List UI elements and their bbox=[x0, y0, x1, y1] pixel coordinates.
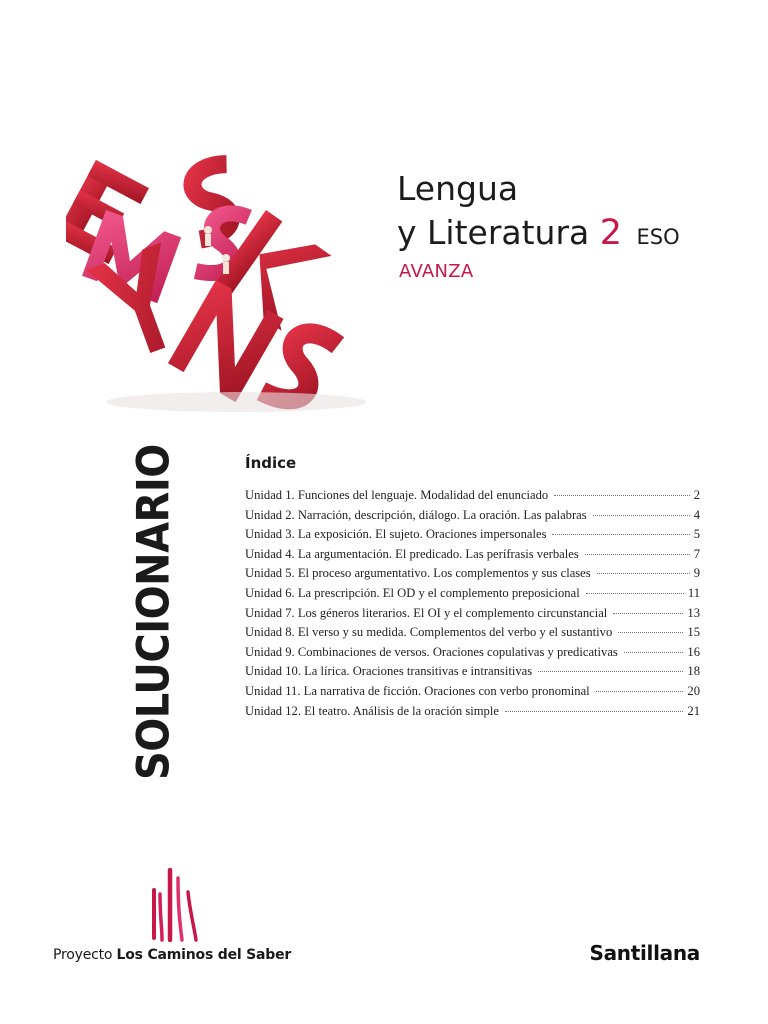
toc-entry[interactable] bbox=[245, 702, 700, 722]
toc-entry-page: 20 bbox=[687, 683, 700, 698]
toc-entry-page: 15 bbox=[687, 625, 700, 640]
toc-entry-page: 13 bbox=[687, 605, 700, 620]
dot-leader bbox=[505, 711, 683, 712]
toc-entry-page: 4 bbox=[693, 507, 700, 522]
toc-entry-title: Unidad 3. La exposición. El sujeto. Oraciones impersonales bbox=[245, 527, 547, 542]
red-letters-icon bbox=[66, 140, 378, 418]
cover-title-block bbox=[397, 167, 680, 282]
solucionario-vertical-label: SOLUCIONARIO bbox=[128, 444, 180, 780]
toc-entry-title: Unidad 10. La lírica. Oraciones transitivas e intransitivas bbox=[245, 664, 533, 679]
toc-entry-page: 21 bbox=[687, 703, 700, 718]
publisher-name: Santillana bbox=[589, 941, 700, 965]
toc-entry-title: Unidad 1. Funciones del lenguaje. Modalidad del enunciado bbox=[245, 488, 549, 502]
dot-leader bbox=[585, 554, 690, 555]
dot-leader bbox=[538, 671, 683, 672]
dot-leader bbox=[554, 495, 689, 496]
edition-label: AVANZA bbox=[399, 261, 474, 282]
toc-entry-page: 16 bbox=[687, 644, 700, 659]
toc-entry-page: 7 bbox=[693, 546, 700, 561]
toc-heading: Índice bbox=[245, 454, 297, 472]
cover-illustration bbox=[66, 140, 378, 418]
toc-entry-title: Unidad 2. Narración, descripción, diálogo. La oración. Las palabras bbox=[245, 507, 587, 522]
toc-entry-title: Unidad 7. Los géneros literarios. El OI y el complemento circunstancial bbox=[245, 605, 608, 620]
toc-entry-title: Unidad 8. El verso y su medida. Complementos del verbo y el sustantivo bbox=[245, 625, 613, 640]
project-line bbox=[53, 947, 291, 963]
title-line-2 bbox=[397, 211, 680, 259]
dot-leader bbox=[597, 573, 690, 574]
toc-entry[interactable] bbox=[245, 662, 700, 682]
toc-entry[interactable] bbox=[245, 623, 700, 643]
toc-entry-title: Unidad 5. El proceso argumentativo. Los complementos y sus clases bbox=[245, 566, 591, 581]
project-prefix: Proyecto bbox=[53, 947, 113, 963]
toc-entry[interactable] bbox=[245, 486, 700, 506]
toc-entry[interactable] bbox=[245, 545, 700, 565]
table-of-contents bbox=[245, 454, 700, 721]
toc-entry-page: 18 bbox=[687, 664, 700, 679]
toc-entry-page: 5 bbox=[693, 527, 700, 542]
toc-entry[interactable] bbox=[245, 643, 700, 663]
toc-entry[interactable] bbox=[245, 564, 700, 584]
toc-entry-title: Unidad 12. El teatro. Análisis de la oración simple bbox=[245, 703, 499, 718]
grade-number: 2 bbox=[599, 213, 623, 253]
toc-entry-title: Unidad 6. La prescripción. El OD y el complemento preposicional bbox=[245, 585, 580, 600]
title-subject: y Literatura bbox=[397, 213, 590, 252]
toc-entry-title: Unidad 4. La argumentación. El predicado. Las perífrasis verbales bbox=[245, 546, 579, 561]
toc-entry[interactable] bbox=[245, 604, 700, 624]
dot-leader bbox=[593, 515, 690, 516]
toc-entry-page: 9 bbox=[693, 566, 700, 581]
toc-entry-page: 11 bbox=[687, 585, 700, 600]
project-name: Los Caminos del Saber bbox=[116, 947, 292, 963]
title-line-1: Lengua bbox=[397, 169, 519, 208]
caminos-del-saber-logo-icon bbox=[150, 868, 200, 947]
toc-entry-page: 2 bbox=[693, 488, 700, 502]
stage-label: ESO bbox=[636, 225, 680, 249]
dot-leader bbox=[552, 534, 689, 535]
dot-leader bbox=[596, 691, 684, 692]
dot-leader bbox=[613, 613, 683, 614]
dot-leader bbox=[618, 632, 683, 633]
dot-leader bbox=[624, 652, 684, 653]
toc-entry[interactable] bbox=[245, 506, 700, 526]
dot-leader bbox=[586, 593, 684, 594]
toc-entry[interactable] bbox=[245, 584, 700, 604]
toc-entry-title: Unidad 9. Combinaciones de versos. Oraciones copulativas y predicativas bbox=[245, 644, 618, 659]
toc-entry[interactable] bbox=[245, 525, 700, 545]
toc-entry[interactable] bbox=[245, 682, 700, 702]
toc-entry-title: Unidad 11. La narrativa de ficción. Oraciones con verbo pronominal bbox=[245, 683, 590, 698]
toc-list bbox=[245, 486, 700, 721]
